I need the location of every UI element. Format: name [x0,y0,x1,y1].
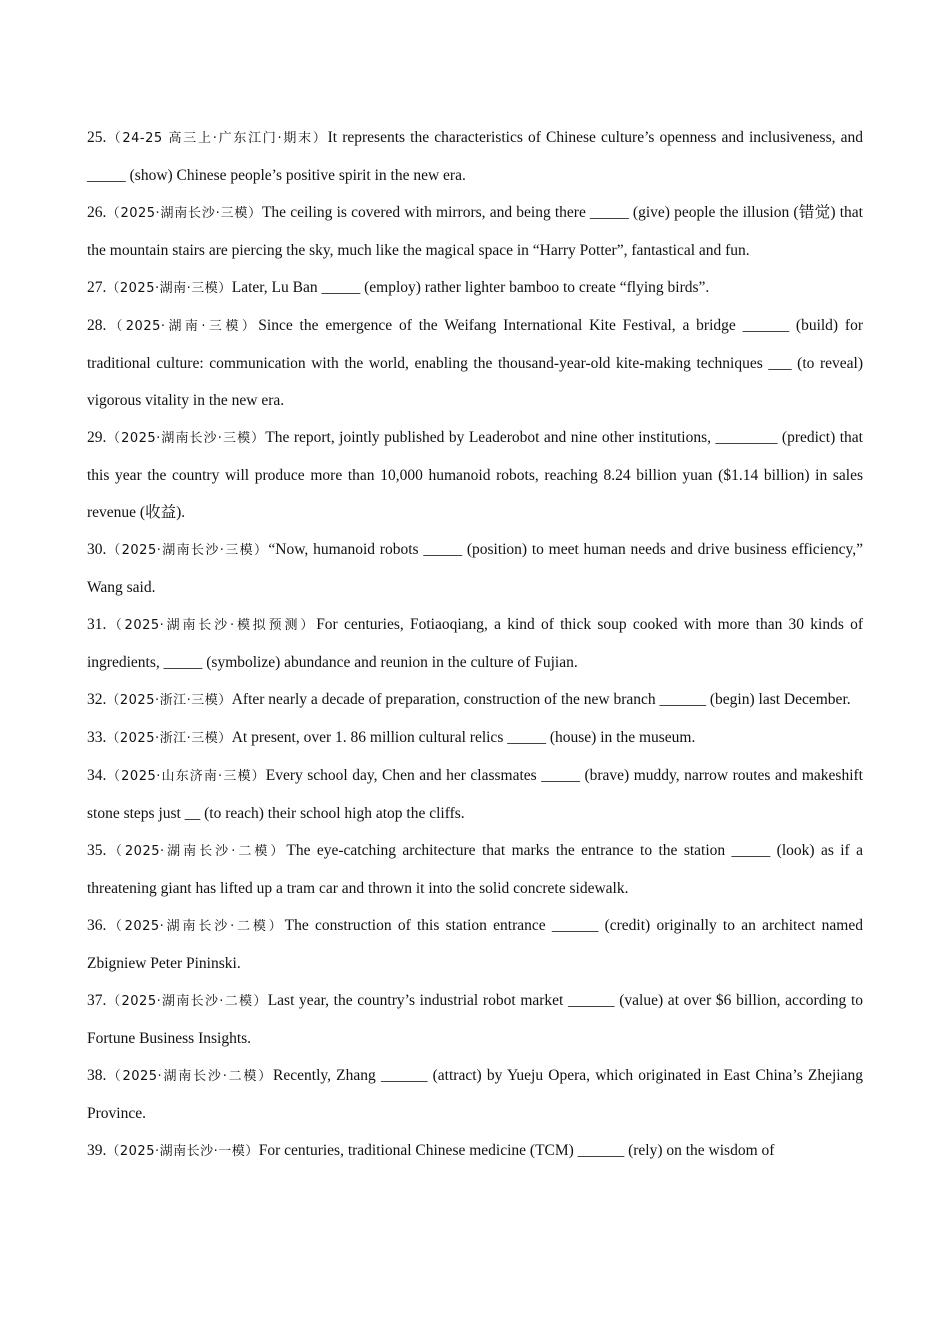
question-item [87,757,863,832]
question-text: The construction of this station entrance ______ (credit) originally to an architect named Zbigniew Peter Pininski. [87,917,863,972]
question-number: 39. [87,1142,107,1159]
question-number: 38. [87,1067,107,1084]
question-source: （2025·湖南·三模） [106,281,232,296]
question-source: （2025·山东济南·三模） [106,769,266,784]
question-text: Later, Lu Ban _____ (employ) rather lighter bamboo to create “flying birds”. [231,279,710,296]
question-source: （2025·浙江·三模） [106,731,232,746]
question-number: 26. [87,204,107,221]
question-text: For centuries, traditional Chinese medicine (TCM) ______ (rely) on the wisdom of [258,1142,775,1159]
question-text: “Now, humanoid robots _____ (position) to meet human needs and drive business efficiency,” Wang said. [87,541,863,596]
question-list [87,119,863,1170]
question-number: 28. [87,317,107,334]
question-text: The ceiling is covered with mirrors, and being there _____ (give) people the illusion (错觉) that the mountain stairs are piercing the sky, much like the magical space in “Harry Potter”, fantastical and fun. [87,204,863,259]
question-source: （2025·湖南长沙·二模） [106,994,268,1009]
question-text: The report, jointly published by Leaderobot and nine other institutions, ________ (predict) that this year the country will produce more than 10,000 humanoid robots, reaching 8.24 billion yuan ($1.14 billion) in sales revenue (收益). [87,429,863,521]
question-item [87,681,863,719]
question-item [87,1132,863,1170]
question-number: 27. [87,279,107,296]
question-item [87,982,863,1057]
question-number: 35. [87,842,107,859]
question-source: （2025·浙江·三模） [106,693,232,708]
question-item [87,194,863,269]
question-source: （2025·湖南长沙·三模） [106,431,266,446]
question-number: 33. [87,729,107,746]
question-text: At present, over 1. 86 million cultural relics _____ (house) in the museum. [231,729,696,746]
question-item [87,307,863,419]
question-source: （24-25 高三上·广东江门·期末） [106,131,328,146]
question-number: 32. [87,691,107,708]
question-source: （2025·湖南长沙·二模） [106,919,285,934]
question-item [87,419,863,531]
question-number: 29. [87,429,107,446]
question-source: （2025·湖南·三模） [106,319,259,334]
question-item [87,269,863,307]
question-source: （2025·湖南长沙·模拟预测） [106,618,317,633]
question-text: Recently, Zhang ______ (attract) by Yueju Opera, which originated in East China’s Zhejiang Province. [87,1067,863,1122]
question-number: 36. [87,917,107,934]
question-item [87,719,863,757]
question-text: After nearly a decade of preparation, construction of the new branch ______ (begin) last December. [231,691,851,708]
question-text: Last year, the country’s industrial robot market ______ (value) at over $6 billion, according to Fortune Business Insights. [87,992,863,1047]
question-source: （2025·湖南长沙·三模） [106,543,269,558]
question-text: The eye-catching architecture that marks the entrance to the station _____ (look) as if a threatening giant has lifted up a tram car and thrown it into the solid concrete sidewalk. [87,842,863,897]
question-item [87,832,863,907]
question-text: Every school day, Chen and her classmates _____ (brave) muddy, narrow routes and makeshift stone steps just __ (to reach) their school high atop the cliffs. [87,767,863,822]
question-number: 31. [87,616,107,633]
question-source: （2025·湖南长沙·二模） [106,844,287,859]
question-number: 25. [87,129,107,146]
question-source: （2025·湖南长沙·三模） [106,206,262,221]
question-text: For centuries, Fotiaoqiang, a kind of thick soup cooked with more than 30 kinds of ingredients, _____ (symbolize) abundance and reunion in the culture of Fujian. [87,616,863,671]
question-item [87,531,863,606]
question-item [87,606,863,681]
question-source: （2025·湖南长沙·二模） [106,1069,274,1084]
question-item [87,119,863,194]
question-number: 34. [87,767,107,784]
question-text: Since the emergence of the Weifang International Kite Festival, a bridge ______ (build) for traditional culture: communication with the world, enabling the thousand-year-old kite-making techniques ___ (to reveal) vigorous vitality in the new era. [87,317,863,409]
question-number: 30. [87,541,107,558]
question-source: （2025·湖南长沙·一模） [106,1144,259,1159]
question-item [87,907,863,982]
question-item [87,1057,863,1132]
question-number: 37. [87,992,107,1009]
question-text: It represents the characteristics of Chinese culture’s openness and inclusiveness, and _____ (show) Chinese people’s positive spirit in the new era. [87,129,863,184]
